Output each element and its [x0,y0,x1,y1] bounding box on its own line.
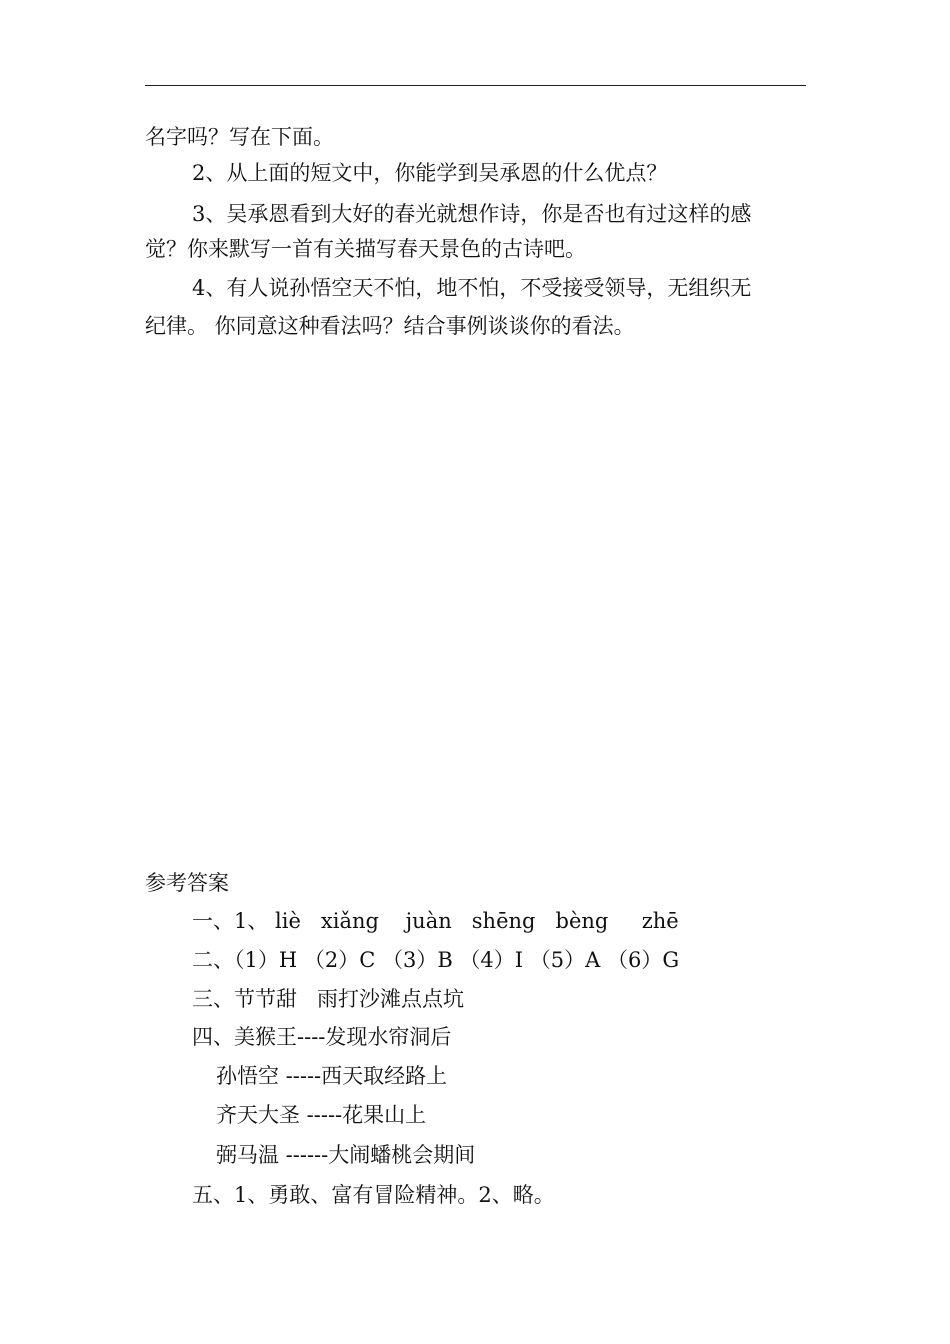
question-3-line-2: 觉？你来默写一首有关描写春天景色的古诗吧。 [145,237,586,261]
answer-4-item-c: 齐天大圣 -----花果山上 [216,1103,427,1127]
question-4-line-2: 纪律。 你同意这种看法吗？结合事例谈谈你的看法。 [145,314,635,338]
answer-1: 一、1、 liè xiǎng juàn shēng bèng zhē [192,909,679,933]
question-continuation: 名字吗？写在下面。 [145,125,334,149]
answer-2: 二、（1）H （2）C （3）B （4）I （5）A （6）G [192,948,680,972]
answer-5: 五、1、勇敢、富有冒险精神。2、略。 [192,1183,555,1207]
answer-4-item-b: 孙悟空 -----西天取经路上 [216,1064,448,1088]
question-3-line-1: 3、吴承恩看到大好的春光就想作诗，你是否也有过这样的感 [192,202,752,226]
answer-4: 四、美猴王----发现水帘洞后 [192,1025,452,1049]
answer-3: 三、节节甜 雨打沙滩点点坑 [192,987,465,1011]
answers-heading: 参考答案 [145,871,229,895]
question-4-line-1: 4、有人说孙悟空天不怕，地不怕，不受接受领导，无组织无 [192,276,752,300]
answer-4-item-d: 弼马温 ------大闹蟠桃会期间 [216,1143,476,1167]
header-rule [145,85,806,86]
question-2: 2、从上面的短文中，你能学到吴承恩的什么优点？ [192,161,668,185]
